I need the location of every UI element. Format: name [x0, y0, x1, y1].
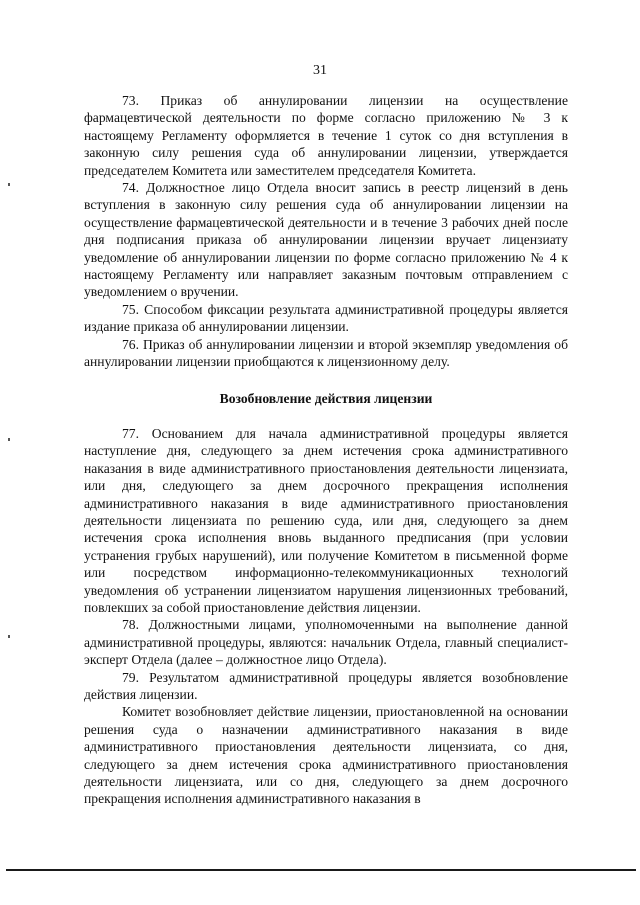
page-number: 31	[313, 63, 327, 78]
paragraph-75: 75. Способом фиксации результата административной процедуры является издание приказа об аннулировании лицензии.	[84, 301, 568, 335]
paragraph-76: 76. Приказ об аннулировании лицензии и второй экземпляр уведомления об аннулировании лицензии приобщаются к лицензионному делу.	[84, 336, 568, 370]
section-heading: Возобновление действия лицензии	[219, 390, 433, 406]
margin-mark	[8, 635, 10, 638]
paragraph-committee-renewal: Комитет возобновляет действие лицензии, приостановленной на основании решения суда о назначении административного наказания в виде административного приостановления деятельности лицензиата, со дня, следующего за днем истечения срока административного приостановления деятельности лицензиата, или со дня, следующего за днем досрочного прекращения исполнения административного наказания в	[84, 704, 568, 807]
margin-mark	[8, 438, 10, 441]
paragraph-77: 77. Основанием для начала административной процедуры является наступление дня, следующего за днем истечения срока административного наказания в виде административного приостановления деятельности лицензиата, или дня, следующего за днем досрочного прекращения исполнения административного наказания в виде административного приостановления деятельности лицензиата по решению суда, или дня, следующего за днем истечения срока исполнения вновь выданного предписания (при условии устранения грубых нарушений), или получение Комитетом в письменной форме или посредством информационно-телекоммуникационных технологий уведомления об устранении лицензиатом нарушения лицензионных требований, повлекших за собой приостановление действия лицензии.	[84, 425, 568, 615]
paragraph-73: 73. Приказ об аннулировании лицензии на осуществление фармацевтической деятельности по форме согласно приложению № 3 к настоящему Регламенту оформляется в течение 1 суток со дня вступления в законную силу решения суда об аннулировании лицензии, утверждается председателем Комитета или заместителем председателя Комитета.	[84, 93, 568, 178]
margin-mark	[8, 183, 10, 186]
bottom-rule	[6, 869, 636, 871]
paragraph-78: 78. Должностными лицами, уполномоченными на выполнение данной административной процедуры, являются: начальник Отдела, главный специалист-эксперт Отдела (далее – должностное лицо Отдела).	[84, 617, 568, 668]
paragraph-74: 74. Должностное лицо Отдела вносит запись в реестр лицензий в день вступления в законную силу решения суда об аннулировании лицензии на осуществление фармацевтической деятельности и в течение 3 рабочих дней после дня подписания приказа об аннулировании лицензии вручает лицензиату уведомление об аннулировании лицензии по форме согласно приложению № 4 к настоящему Регламенту или направляет заказным почтовым отправлением с уведомлением о вручении.	[84, 180, 568, 300]
paragraph-79: 79. Результатом административной процедуры является возобновление действия лицензии.	[84, 669, 568, 702]
document-body	[84, 92, 568, 808]
